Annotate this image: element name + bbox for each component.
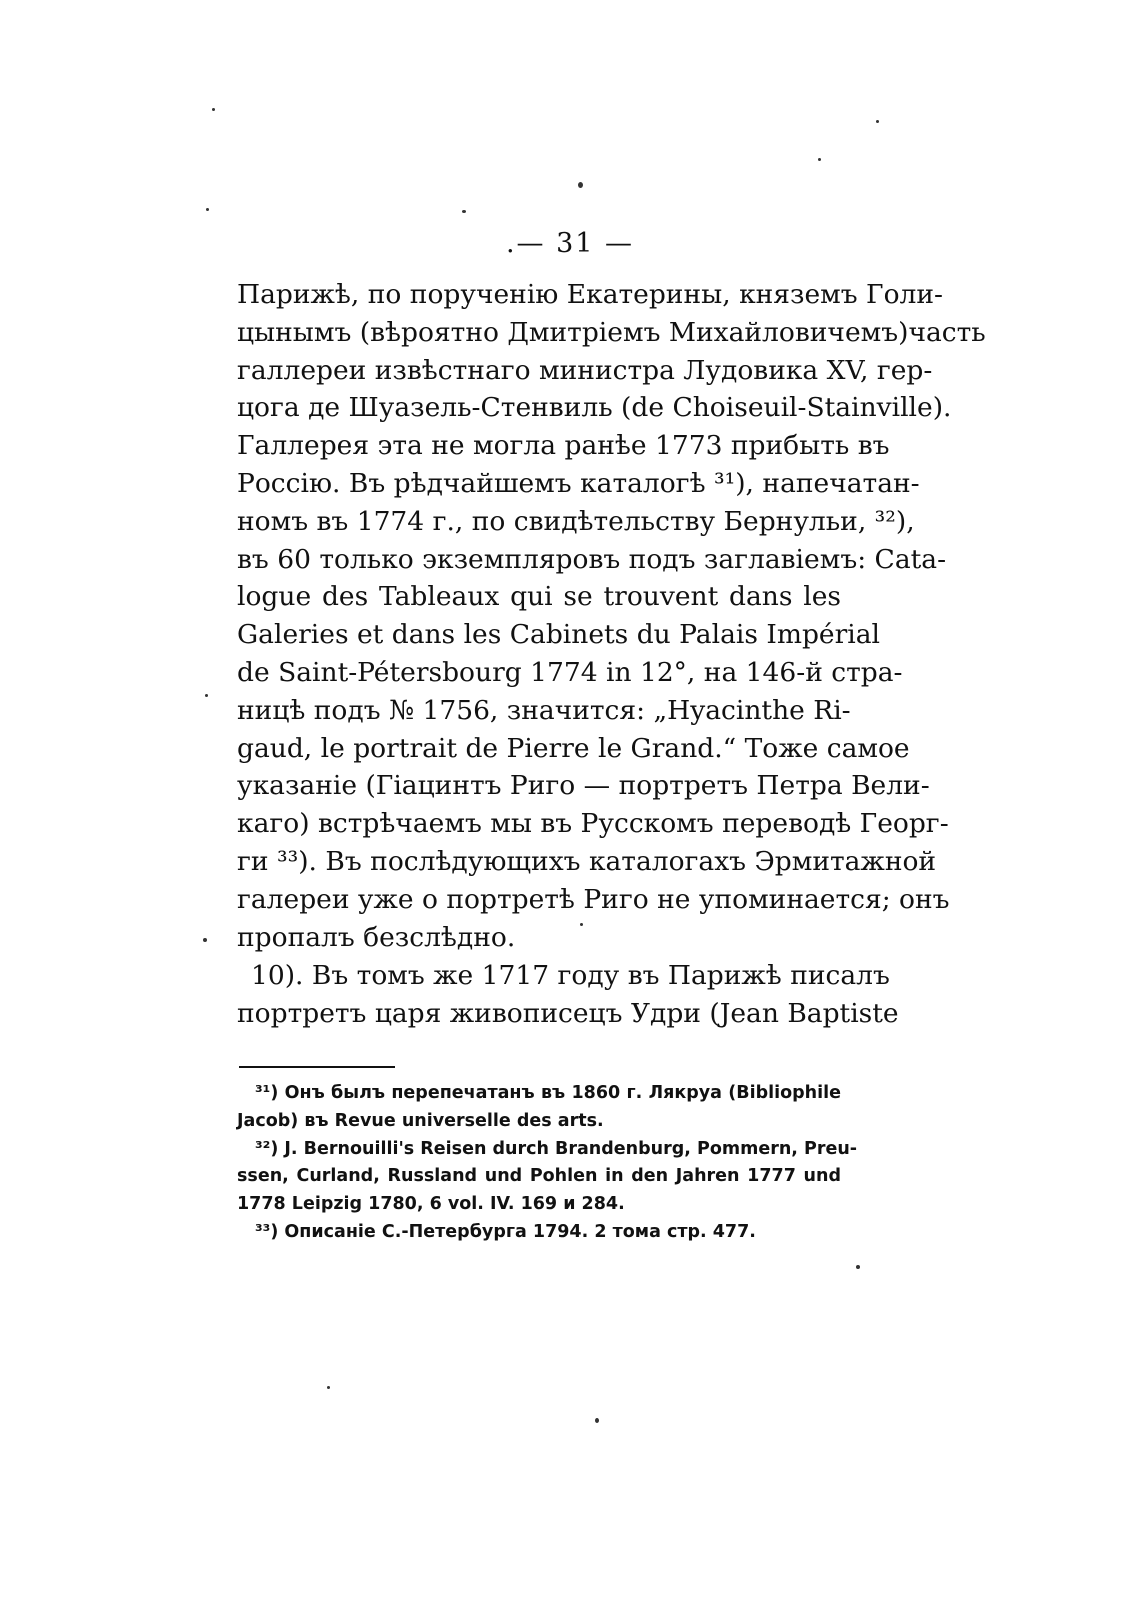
text-line: 10). Въ томъ же 1717 году въ Парижѣ писалъ	[251, 960, 890, 991]
speck	[212, 108, 215, 111]
speck	[580, 923, 583, 926]
text-line: въ 60 только экземпляровъ подъ заглавіемъ: Cata-	[237, 543, 947, 575]
speck	[462, 210, 466, 213]
second-paragraph	[237, 957, 899, 1033]
text-line: Галлерея эта не могла ранѣе 1773 прибыть въ	[237, 430, 890, 462]
speck	[876, 120, 879, 123]
text-line: Парижѣ, по порученію Екатерины, княземъ Голи-	[237, 279, 943, 310]
footnote-31-cont: Jacob) въ Revue universelle des arts.	[237, 1110, 604, 1131]
text-line: номъ въ 1774 г., по свидѣтельству Бернульи, ³²),	[237, 505, 915, 537]
page-number: .— 31 —	[505, 228, 635, 259]
main-paragraph	[237, 276, 986, 956]
footnotes	[237, 1080, 858, 1247]
text-line: галереи уже о портретѣ Риго не упоминается; онъ	[237, 883, 950, 915]
speck	[203, 938, 207, 942]
text-line: ницѣ подъ № 1756, значится: „Hyacinthe Ri-	[237, 694, 851, 726]
speck	[578, 182, 583, 188]
text-line: logue des Tableaux qui se trouvent dans les	[237, 581, 841, 613]
text-line: цынымъ (вѣроятно Дмитріемъ Михайловичемъ)часть	[237, 316, 986, 348]
text-line: Galeries et dans les Cabinets du Palais Impérial	[237, 619, 881, 651]
speck	[818, 158, 821, 161]
footnote-divider	[239, 1066, 395, 1068]
footnote-32: ³²) J. Bernouilli's Reisen durch Brandenburg, Pommern, Preu-	[255, 1138, 858, 1159]
footnote-32-cont: ssen, Curland, Russland und Pohlen in den Jahren 1777 und	[237, 1166, 841, 1187]
text-line: портретъ царя живописецъ Удри (Jean Baptiste	[237, 997, 899, 1029]
speck	[327, 1386, 330, 1389]
text-line: цога де Шуазель-Стенвиль (de Choiseuil-Stainville).	[237, 392, 952, 424]
text-line: gaud, le portrait de Pierre le Grand.“ Тоже самое	[237, 732, 910, 764]
text-line: ги ³³). Въ послѣдующихъ каталогахъ Эрмитажной	[237, 845, 937, 877]
text-line: de Saint-Pétersbourg 1774 in 12°, на 146-й стра-	[237, 656, 903, 688]
footnote-33: ³³) Описаніе С.-Петербурга 1794. 2 тома стр. 477.	[255, 1221, 756, 1242]
speck	[205, 694, 208, 697]
footnote-31: ³¹) Онъ былъ перепечатанъ въ 1860 г. Лякруа (Bibliophile	[255, 1083, 841, 1103]
text-line: галлереи извѣстнаго министра Лудовика XV, гер-	[237, 354, 933, 386]
text-line: пропалъ безслѣдно.	[237, 921, 516, 953]
text-line: каго) встрѣчаемъ мы въ Русскомъ переводѣ Георг-	[237, 808, 949, 840]
speck	[595, 1418, 599, 1423]
text-line: Россію. Въ рѣдчайшемъ каталогѣ ³¹), напечатан-	[237, 467, 920, 499]
speck	[206, 208, 209, 211]
footnote-32-cont: 1778 Leipzig 1780, 6 vol. IV. 169 и 284.	[237, 1194, 625, 1215]
text-line: указаніе (Гіацинтъ Риго — портретъ Петра Вели-	[237, 770, 930, 802]
speck	[856, 1265, 860, 1269]
